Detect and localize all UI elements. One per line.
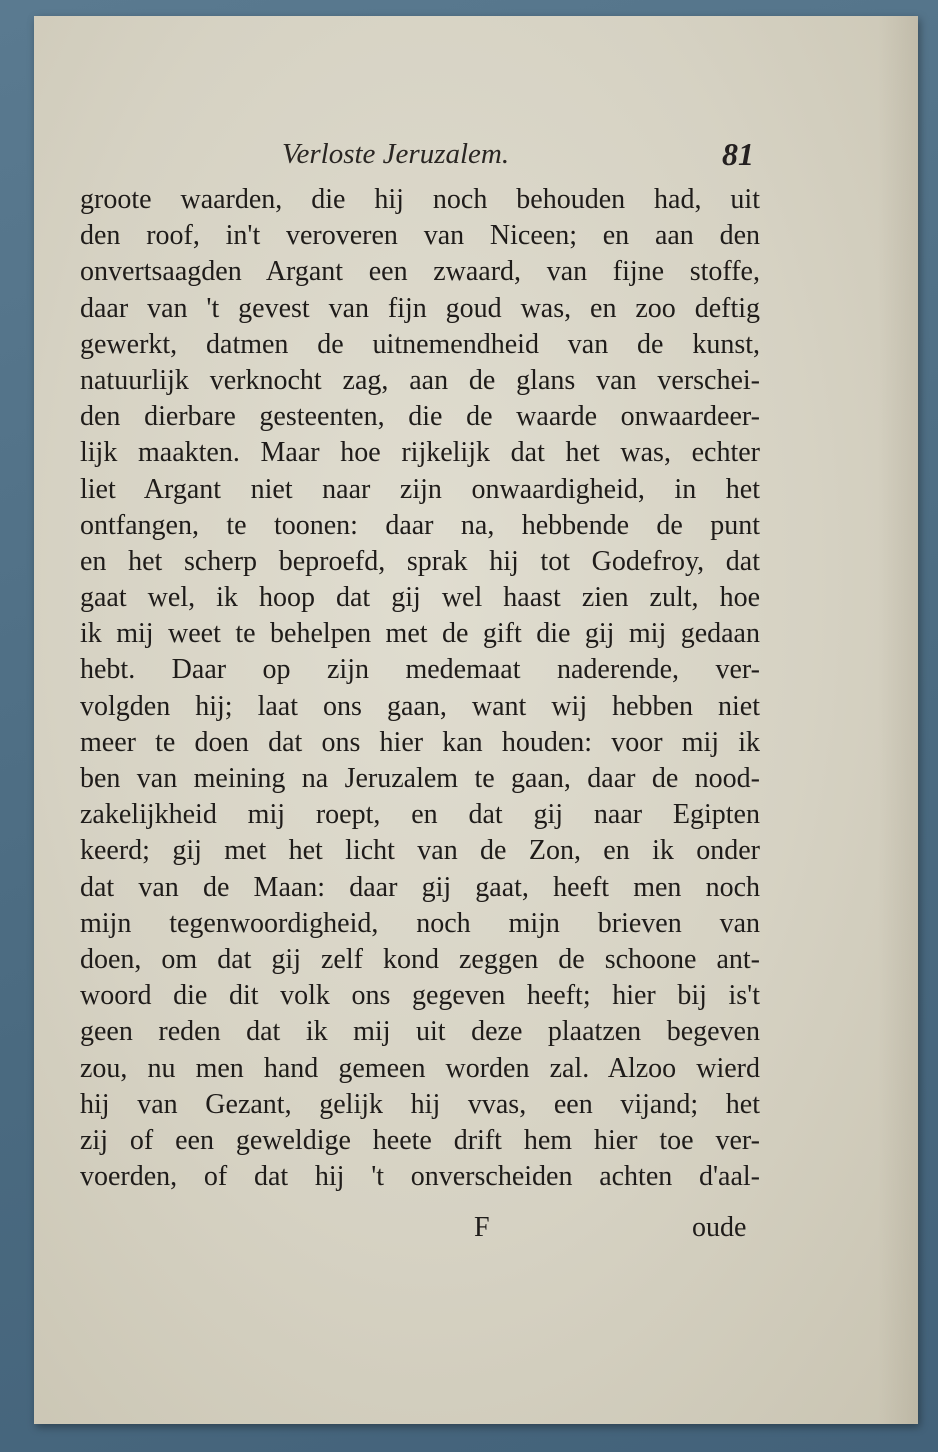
text-line: onvertsaagden Argant een zwaard, van fijne stoffe, <box>80 256 760 288</box>
text-line: keerd; gij met het licht van de Zon, en ik onder <box>80 835 760 867</box>
text-line: ben van meining na Jeruzalem te gaan, daar de nood- <box>80 763 760 794</box>
text-line: dat van de Maan: daar gij gaat, heeft men noch <box>80 871 760 903</box>
text-line: daar van 't gevest van fijn goud was, en zoo deftig <box>80 292 760 324</box>
text-line: voerden, of dat hij 't onverscheiden achten d'aal- <box>80 1161 760 1193</box>
page-footer <box>34 1212 918 1252</box>
text-line: hebt. Daar op zijn medemaat naderende, ver- <box>80 654 760 686</box>
text-line: lijk maakten. Maar hoe rijkelijk dat het was, echter <box>80 437 760 469</box>
catchword: oude <box>692 1212 747 1243</box>
text-line: en het scherp beproefd, sprak hij tot Godefroy, dat <box>80 545 760 577</box>
running-title: Verloste Jeruzalem. <box>282 138 510 170</box>
text-line: ontfangen, te toonen: daar na, hebbende de punt <box>80 509 760 541</box>
body-text <box>80 182 760 1195</box>
text-line: zakelijkheid mij roept, en dat gij naar Egipten <box>80 799 760 831</box>
text-line: den roof, in't veroveren van Niceen; en aan den <box>80 220 760 252</box>
text-line: ik mij weet te behelpen met de gift die gij mij gedaan <box>80 618 760 650</box>
text-line: doen, om dat gij zelf kond zeggen de schoone ant- <box>80 943 760 975</box>
text-line: gewerkt, datmen de uitnemendheid van de kunst, <box>80 328 760 360</box>
text-line: meer te doen dat ons hier kan houden: voor mij ik <box>80 726 760 758</box>
text-line: den dierbare gesteenten, die de waarde onwaardeer- <box>80 401 760 433</box>
page-number: 81 <box>722 136 754 172</box>
text-line: mijn tegenwoordigheid, noch mijn brieven van <box>80 907 760 939</box>
signature-mark: F <box>474 1212 490 1243</box>
text-line: gaat wel, ik hoop dat gij wel haast zien zult, hoe <box>80 582 760 614</box>
book-page <box>34 16 918 1424</box>
text-line: geen reden dat ik mij uit deze plaatzen begeven <box>80 1016 760 1048</box>
text-line: woord die dit volk ons gegeven heeft; hier bij is't <box>80 980 760 1012</box>
page-header <box>34 138 918 182</box>
text-line: zou, nu men hand gemeen worden zal. Alzoo wierd <box>80 1052 760 1084</box>
text-line: zij of een geweldige heete drift hem hier toe ver- <box>80 1124 760 1156</box>
text-line: hij van Gezant, gelijk hij vvas, een vijand; het <box>80 1088 760 1120</box>
text-line: groote waarden, die hij noch behouden had, uit <box>80 184 760 215</box>
text-line: liet Argant niet naar zijn onwaardigheid, in het <box>80 473 760 505</box>
text-line: natuurlijk verknocht zag, aan de glans van verschei- <box>80 364 760 396</box>
text-line: volgden hij; laat ons gaan, want wij hebben niet <box>80 690 760 722</box>
